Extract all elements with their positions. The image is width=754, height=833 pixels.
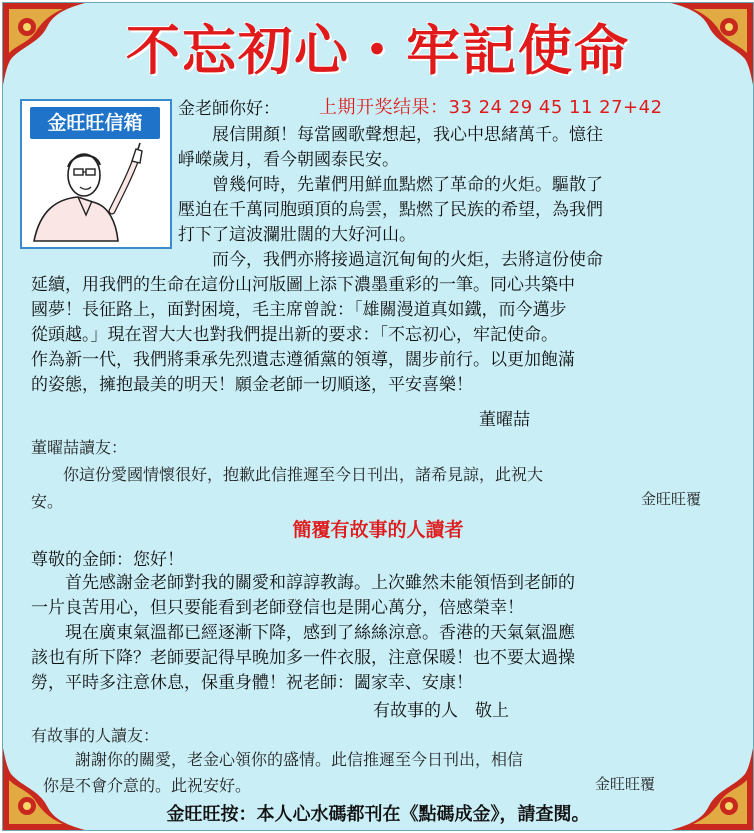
teacher-illustration-icon — [26, 141, 166, 243]
section2-title: 簡覆有故事的人讀者 — [292, 519, 464, 541]
reply2-heading: 有故事的人讀友： — [31, 726, 160, 745]
reply2-body — [43, 747, 523, 799]
text-line: 安。 — [31, 492, 64, 511]
text-line: 現在廣東氣溫都已經逐漸下降，感到了絲絲涼意。香港的天氣氣溫應 — [31, 623, 575, 643]
newspaper-page — [2, 2, 754, 831]
text-line: 作為新一代，我們將秉承先烈遺志遵循黨的領導，闊步前行。以更加飽滿 — [31, 350, 575, 370]
text-line: 打下了這波瀾壯闊的大好河山。 — [178, 225, 416, 245]
reply1-signature: 金旺旺覆 — [641, 490, 702, 508]
latest-result: 上期开奖结果：33 24 29 45 11 27+42 — [319, 97, 663, 118]
letter2-greeting: 尊敬的金師：您好！ — [31, 550, 184, 570]
text-line: 壓迫在千萬同胞頭頂的烏雲，點燃了民族的希望，為我們 — [178, 200, 603, 220]
text-line: 一片良苦用心，但只要能看到老師登信也是開心萬分，倍感榮幸！ — [31, 598, 524, 618]
text-line: 而今，我們亦將接過這沉甸甸的火炬，去將這份使命 — [178, 250, 603, 270]
mailbox-title: 金旺旺信箱 — [30, 107, 160, 139]
headline: 不忘初心・牢記使命 — [126, 19, 630, 82]
text-line: 首先感謝金老師對我的關愛和諄諄教誨。上次雖然未能領悟到老師的 — [31, 573, 575, 593]
text-line: 勞，平時多注意休息，保重身體！祝老師：闔家幸、安康！ — [31, 673, 473, 693]
text-line: 該也有所下降？老師要記得早晚加多一件衣服，注意保暖！也不要太過操 — [31, 648, 575, 668]
text-line: 曾幾何時，先輩們用鮮血點燃了革命的火炬。驅散了 — [178, 175, 603, 195]
letter1-signature: 董曜喆 — [479, 410, 530, 430]
reply1-heading: 董曜喆讀友： — [31, 438, 128, 457]
corner-ornament-icon — [671, 3, 753, 85]
text-line: 你是不會介意的。此祝安好。 — [43, 776, 252, 795]
text-line: 謝謝你的關愛，老金心領你的盛情。此信推遲至今日刊出，相信 — [43, 750, 524, 769]
letter1-body-bottom — [31, 273, 575, 398]
text-line: 崢嶸歲月，看今朝國泰民安。 — [178, 150, 399, 170]
reply1-body — [31, 461, 543, 515]
footer-note: 金旺旺按：本人心水碼都刊在《點碼成金》，請查閱。 — [166, 804, 590, 825]
corner-ornament-icon — [3, 3, 85, 85]
text-line: 國夢！長征路上，面對困境，毛主席曾說：「雄關漫道真如鐵，而今邁步 — [31, 300, 567, 320]
reply2-signature: 金旺旺覆 — [595, 775, 656, 793]
text-line: 展信開顏！每當國歌聲想起，我心中思緒萬千。憶往 — [178, 125, 603, 145]
letter2-body — [31, 571, 575, 696]
text-line: 從頭越。」現在習大大也對我們提出新的要求：「不忘初心，牢記使命。 — [31, 325, 558, 345]
mailbox-box — [20, 99, 172, 249]
letter1-body-top — [178, 123, 603, 273]
text-line: 延續，用我們的生命在這份山河版圖上添下濃墨重彩的一筆。同心共築中 — [31, 275, 575, 295]
text-line: 的姿態，擁抱最美的明天！願金老師一切順遂，平安喜樂！ — [31, 375, 473, 395]
letter2-signature: 有故事的人 敬上 — [373, 701, 509, 721]
text-line: 你這份愛國情懷很好，抱歉此信推遲至今日刊出，諸希見諒，此祝大 — [31, 465, 544, 484]
letter1-greeting: 金老師你好： — [178, 99, 280, 119]
